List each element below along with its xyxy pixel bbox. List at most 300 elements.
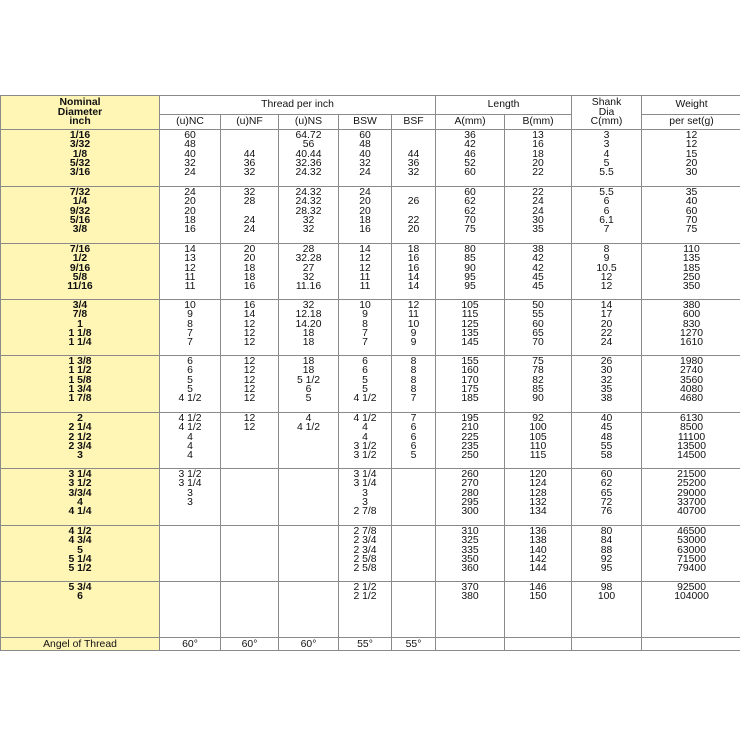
- uns-value: 18: [302, 365, 315, 377]
- header-uns: (u)NS: [279, 115, 339, 130]
- uns-value: 4: [305, 413, 312, 424]
- uns-cell: [279, 244, 339, 300]
- length-b-cell: [505, 582, 572, 638]
- diameter-value: 4 1/2: [68, 526, 92, 537]
- header-shank-dia: [572, 96, 642, 130]
- shank-c-value: 98: [600, 582, 613, 593]
- bsf-value: 8: [410, 374, 417, 386]
- shank-c-value: 76: [600, 506, 613, 518]
- length-b-cell: [505, 244, 572, 300]
- bsw-cell: [339, 356, 392, 413]
- length-a-value: 325: [461, 535, 479, 547]
- bsf-value: 44: [407, 148, 420, 160]
- angle-uns: 60°: [279, 638, 339, 651]
- diameter-value: 3 1/2: [68, 478, 92, 490]
- shank-c-cell: [572, 187, 642, 244]
- unc-value: 3 1/4: [178, 478, 202, 490]
- diameter-value: 2 1/2: [68, 431, 92, 443]
- angle-c-empty: [572, 638, 642, 651]
- diameter-value: 3 1/4: [68, 469, 92, 480]
- bsf-value: [392, 479, 435, 488]
- bsf-value: 20: [407, 224, 420, 236]
- row-group: [1, 469, 740, 526]
- weight-cell: [642, 526, 740, 582]
- uns-value: 24.32: [295, 196, 322, 208]
- length-b-value: 140: [529, 544, 547, 556]
- weight-value: 12: [685, 139, 698, 151]
- unf-value: [221, 470, 278, 479]
- bsf-cell: [392, 187, 436, 244]
- unf-value: [221, 564, 278, 573]
- bsf-value: 22: [407, 215, 420, 227]
- bsw-value: 10: [359, 300, 371, 311]
- header-shank-line-3: C(mm): [590, 116, 623, 128]
- bsf-value: 36: [407, 158, 420, 170]
- length-b-value: 50: [532, 300, 544, 311]
- length-a-cell: [436, 582, 505, 638]
- shank-c-value: 38: [600, 393, 613, 405]
- length-b-cell: [505, 413, 572, 469]
- unc-value: 60: [184, 130, 196, 141]
- uns-value: [279, 442, 338, 451]
- uns-value: 18: [302, 356, 315, 367]
- weight-value: 830: [682, 318, 701, 330]
- bsf-cell: [392, 582, 436, 638]
- length-b-value: 110: [529, 441, 547, 453]
- unc-value: 8: [187, 318, 193, 330]
- bsw-value: 20: [359, 205, 371, 217]
- uns-value: [279, 583, 338, 592]
- bsw-value: 3 1/2: [353, 441, 377, 453]
- bsf-value: 6: [410, 431, 417, 443]
- uns-value: 32.36: [295, 158, 322, 170]
- header-nominal-line-3: inch: [69, 116, 91, 128]
- shank-c-value: 17: [600, 309, 613, 321]
- unf-value: 12: [243, 393, 256, 405]
- bsw-cell: [339, 526, 392, 582]
- length-a-cell: [436, 244, 505, 300]
- diameter-value: 6: [77, 591, 83, 603]
- uns-value: 14.20: [295, 318, 322, 330]
- bsf-value: 11: [408, 309, 419, 321]
- bsw-cell: [339, 300, 392, 356]
- bsf-value: [392, 489, 435, 498]
- length-b-value: 16: [532, 139, 544, 151]
- length-b-cell: [505, 469, 572, 526]
- weight-cell: [642, 130, 740, 187]
- unf-value: [221, 498, 278, 507]
- bsf-value: 18: [407, 244, 420, 255]
- unf-value: [221, 451, 278, 460]
- length-a-value: 270: [461, 478, 479, 490]
- weight-value: 46500: [677, 526, 706, 537]
- shank-c-cell: [572, 413, 642, 469]
- weight-value: 70: [685, 215, 698, 227]
- diameter-value: 5 1/2: [68, 563, 92, 575]
- diameter-value: 3/16: [69, 167, 91, 179]
- shank-c-value: 22: [600, 328, 613, 340]
- unf-cell: [221, 187, 279, 244]
- length-a-value: 105: [461, 300, 479, 311]
- length-a-value: 280: [461, 487, 479, 499]
- diameter-value: 1: [77, 318, 83, 330]
- unc-cell: [160, 130, 221, 187]
- bsf-value: [392, 592, 435, 601]
- shank-c-value: 6.1: [599, 215, 614, 227]
- bsf-value: [392, 536, 435, 545]
- angle-b-empty: [505, 638, 572, 651]
- shank-c-value: 45: [600, 422, 613, 434]
- unc-value: 11: [184, 281, 196, 293]
- length-a-value: 145: [461, 337, 479, 349]
- length-a-cell: [436, 526, 505, 582]
- unc-cell: [160, 413, 221, 469]
- length-b-value: 146: [529, 582, 547, 593]
- shank-c-value: 48: [600, 431, 613, 443]
- shank-c-value: 92: [600, 554, 613, 566]
- uns-cell: [279, 300, 339, 356]
- uns-value: 24.32: [295, 167, 322, 179]
- unc-value: 7: [187, 328, 193, 340]
- unf-cell: [221, 526, 279, 582]
- uns-value: 28.32: [295, 205, 322, 217]
- weight-value: 33700: [677, 497, 706, 509]
- length-a-value: 360: [461, 563, 479, 575]
- uns-value: 64.72: [295, 130, 322, 141]
- unc-value: 20: [184, 205, 196, 217]
- bsw-value: 3 1/4: [353, 478, 377, 490]
- shank-c-value: 65: [600, 487, 613, 499]
- weight-value: 60: [685, 205, 698, 217]
- bsw-value: 2 7/8: [353, 526, 377, 537]
- unc-value: [160, 555, 220, 564]
- length-a-value: 115: [461, 309, 479, 321]
- shank-c-value: 30: [600, 365, 613, 377]
- unf-value: 14: [243, 309, 256, 321]
- uns-value: 6: [305, 384, 312, 396]
- bsw-value: 11: [359, 272, 371, 284]
- unc-value: 18: [184, 215, 196, 227]
- uns-value: [279, 451, 338, 460]
- unc-value: 4: [187, 431, 193, 443]
- unc-value: 3: [187, 487, 193, 499]
- length-b-value: 115: [529, 450, 547, 462]
- shank-c-value: 5: [603, 158, 610, 170]
- weight-value: 14500: [677, 450, 706, 462]
- length-a-value: 225: [461, 431, 479, 443]
- unf-value: 32: [243, 187, 256, 198]
- unf-value: 24: [243, 224, 256, 236]
- diameter-value: 7/16: [69, 244, 91, 255]
- diameter-value: 5/32: [69, 158, 91, 170]
- bsw-value: 20: [359, 196, 371, 208]
- header-unf: (u)NF: [221, 115, 279, 130]
- uns-value: [279, 489, 338, 498]
- bsw-cell: [339, 130, 392, 187]
- bsf-value: 6: [410, 422, 417, 434]
- unf-cell: [221, 244, 279, 300]
- unc-value: 6: [187, 365, 193, 377]
- bsf-value: [392, 564, 435, 573]
- diameter-value: 7/32: [69, 187, 91, 198]
- bsw-value: 5: [362, 384, 368, 396]
- unc-value: [160, 536, 220, 545]
- unc-cell: [160, 526, 221, 582]
- unf-value: 32: [243, 167, 256, 179]
- bsw-value: 2 3/4: [353, 535, 377, 547]
- shank-c-value: 60: [600, 469, 613, 480]
- weight-value: 185: [682, 262, 701, 274]
- length-b-value: 42: [532, 262, 544, 274]
- bsf-value: 9: [410, 337, 417, 349]
- unf-cell: [221, 413, 279, 469]
- bsf-value: 12: [407, 300, 420, 311]
- unc-value: 24: [184, 167, 196, 179]
- unc-value: 4: [187, 450, 193, 462]
- weight-cell: [642, 582, 740, 638]
- shank-c-value: 12: [600, 281, 613, 293]
- length-a-value: 80: [464, 244, 476, 255]
- unc-value: 13: [184, 253, 196, 265]
- bsf-cell: [392, 130, 436, 187]
- header-nominal-diameter: [1, 96, 160, 130]
- unf-value: [221, 507, 278, 516]
- bsf-value: 8: [410, 356, 417, 367]
- diameter-cell: [1, 469, 160, 526]
- length-a-value: 335: [461, 544, 479, 556]
- length-b-value: 22: [532, 187, 544, 198]
- bsf-value: 8: [410, 384, 417, 396]
- header-nominal-line-2: Diameter: [57, 106, 103, 118]
- unf-value: 12: [243, 422, 256, 434]
- unc-value: [160, 564, 220, 573]
- shank-c-value: 32: [600, 374, 613, 386]
- bsf-cell: [392, 526, 436, 582]
- weight-value: 13500: [677, 441, 706, 453]
- length-a-value: 170: [461, 374, 479, 386]
- unc-value: [160, 583, 220, 592]
- unf-value: 12: [243, 413, 256, 424]
- weight-cell: [642, 356, 740, 413]
- shank-c-cell: [572, 582, 642, 638]
- unc-value: 16: [184, 224, 196, 236]
- bsw-cell: [339, 469, 392, 526]
- bsf-value: [392, 555, 435, 564]
- uns-cell: [279, 130, 339, 187]
- bsw-value: 2 5/8: [353, 563, 377, 575]
- bsf-value: [392, 546, 435, 555]
- header-bsf: BSF: [392, 115, 436, 130]
- unc-cell: [160, 356, 221, 413]
- uns-cell: [279, 469, 339, 526]
- unf-cell: [221, 130, 279, 187]
- uns-value: 32: [302, 300, 315, 311]
- length-b-value: 65: [532, 328, 544, 340]
- row-group: [1, 356, 740, 413]
- weight-value: 600: [682, 309, 701, 321]
- unc-value: 4 1/2: [178, 393, 202, 405]
- row-group: [1, 130, 740, 187]
- shank-c-cell: [572, 356, 642, 413]
- unf-value: 20: [243, 253, 256, 265]
- bsf-value: 7: [410, 393, 417, 405]
- unf-value: 12: [243, 318, 256, 330]
- unf-value: [221, 489, 278, 498]
- shank-c-value: 7: [603, 224, 610, 236]
- length-b-value: 132: [529, 497, 547, 509]
- bsw-value: 2 5/8: [353, 554, 377, 566]
- weight-value: 104000: [674, 591, 709, 603]
- diameter-value: 1/16: [69, 130, 91, 141]
- bsf-value: 8: [410, 365, 417, 377]
- bsw-cell: [339, 413, 392, 469]
- diameter-value: 4: [77, 497, 83, 509]
- bsw-value: 24: [359, 187, 371, 198]
- shank-c-value: 5.5: [599, 187, 614, 198]
- bsw-value: 3: [362, 497, 368, 509]
- unc-value: 5: [187, 384, 193, 396]
- bsw-value: 2 1/2: [353, 582, 377, 593]
- diameter-value: 4 3/4: [68, 535, 92, 547]
- weight-value: 350: [682, 281, 701, 293]
- length-a-value: 370: [461, 582, 479, 593]
- unc-value: [160, 527, 220, 536]
- weight-value: 4080: [679, 384, 704, 396]
- unc-value: 7: [187, 337, 193, 349]
- weight-value: 71500: [677, 554, 706, 566]
- weight-value: 29000: [677, 487, 706, 499]
- length-b-value: 70: [532, 337, 544, 349]
- length-a-value: 260: [461, 469, 479, 480]
- unf-value: 12: [243, 384, 256, 396]
- diameter-value: 1/2: [72, 253, 88, 265]
- diameter-value: 3/4: [72, 300, 88, 311]
- length-b-value: 120: [529, 469, 547, 480]
- unf-value: [221, 592, 278, 601]
- length-b-value: 78: [532, 365, 544, 377]
- unf-cell: [221, 582, 279, 638]
- weight-value: 15: [685, 148, 698, 160]
- uns-value: 32.28: [295, 253, 322, 265]
- uns-value: 5 1/2: [296, 374, 321, 386]
- angle-w-empty: [642, 638, 740, 651]
- weight-value: 110: [683, 244, 700, 255]
- bsw-value: 4 1/2: [353, 413, 377, 424]
- uns-cell: [279, 582, 339, 638]
- header-unc: (u)NC: [160, 115, 221, 130]
- length-b-value: 13: [532, 130, 544, 141]
- angle-bsf: 55°: [392, 638, 436, 651]
- table-body: [1, 130, 740, 638]
- bsw-value: 6: [362, 356, 368, 367]
- shank-c-value: 4: [603, 148, 610, 160]
- diameter-value: 9/16: [69, 262, 91, 274]
- unf-value: 18: [243, 262, 256, 274]
- uns-cell: [279, 187, 339, 244]
- length-a-cell: [436, 130, 505, 187]
- bsw-value: 2 7/8: [353, 506, 377, 518]
- header-weight: Weight: [642, 96, 740, 115]
- unc-cell: [160, 244, 221, 300]
- diameter-cell: [1, 356, 160, 413]
- diameter-cell: [1, 244, 160, 300]
- length-a-value: 155: [461, 356, 479, 367]
- bsw-value: 6: [362, 365, 368, 377]
- diameter-value: 2: [77, 413, 83, 424]
- unf-value: 20: [243, 244, 256, 255]
- length-a-value: 235: [461, 441, 479, 453]
- diameter-value: 2 3/4: [68, 441, 92, 453]
- unf-value: 44: [243, 148, 256, 160]
- weight-value: 1980: [679, 356, 704, 367]
- length-a-value: 300: [461, 506, 479, 518]
- bsf-value: [392, 527, 435, 536]
- length-b-value: 45: [532, 281, 544, 293]
- length-b-value: 85: [532, 384, 544, 396]
- bsw-value: 7: [362, 328, 368, 340]
- diameter-cell: [1, 526, 160, 582]
- unf-value: 12: [243, 328, 256, 340]
- length-a-value: 125: [461, 318, 479, 330]
- length-a-value: 70: [464, 215, 476, 227]
- angle-unc: 60°: [160, 638, 221, 651]
- unc-value: 48: [184, 139, 196, 151]
- uns-value: [279, 546, 338, 555]
- diameter-value: 5 1/4: [68, 554, 92, 566]
- unc-value: 11: [184, 272, 196, 284]
- diameter-value: 4 1/4: [68, 506, 92, 518]
- bsw-value: 18: [359, 215, 371, 227]
- length-a-value: 75: [464, 224, 476, 236]
- weight-value: 53000: [677, 535, 706, 547]
- weight-cell: [642, 469, 740, 526]
- diameter-value: 3/8: [72, 224, 88, 236]
- uns-value: 56: [302, 139, 315, 151]
- shank-c-value: 8: [603, 244, 610, 255]
- bsf-value: 32: [407, 167, 420, 179]
- row-group: [1, 526, 740, 582]
- weight-value: 380: [682, 300, 701, 311]
- weight-value: 92500: [677, 582, 706, 593]
- length-b-value: 90: [532, 393, 544, 405]
- bsf-cell: [392, 356, 436, 413]
- bsf-cell: [392, 413, 436, 469]
- diameter-value: 5/8: [72, 272, 88, 284]
- length-a-value: 250: [461, 450, 479, 462]
- weight-value: 11100: [677, 431, 706, 443]
- unc-value: 4 1/2: [178, 422, 202, 434]
- bsf-value: 16: [407, 253, 420, 265]
- unc-value: 20: [184, 196, 196, 208]
- diameter-value: 5/16: [69, 215, 91, 227]
- uns-value: [279, 479, 338, 488]
- bsf-value: [392, 507, 435, 516]
- shank-c-value: 6: [603, 205, 610, 217]
- length-a-value: 90: [464, 262, 476, 274]
- length-b-cell: [505, 187, 572, 244]
- length-a-value: 135: [461, 328, 479, 340]
- unf-value: 12: [243, 356, 256, 367]
- length-b-value: 24: [532, 205, 544, 217]
- weight-value: 20: [685, 158, 698, 170]
- bsw-value: 2 3/4: [353, 544, 377, 556]
- unf-value: [221, 442, 278, 451]
- shank-c-cell: [572, 469, 642, 526]
- length-a-value: 60: [464, 167, 476, 179]
- length-b-value: 38: [532, 244, 544, 255]
- bsf-value: [392, 470, 435, 479]
- uns-value: 18: [302, 328, 315, 340]
